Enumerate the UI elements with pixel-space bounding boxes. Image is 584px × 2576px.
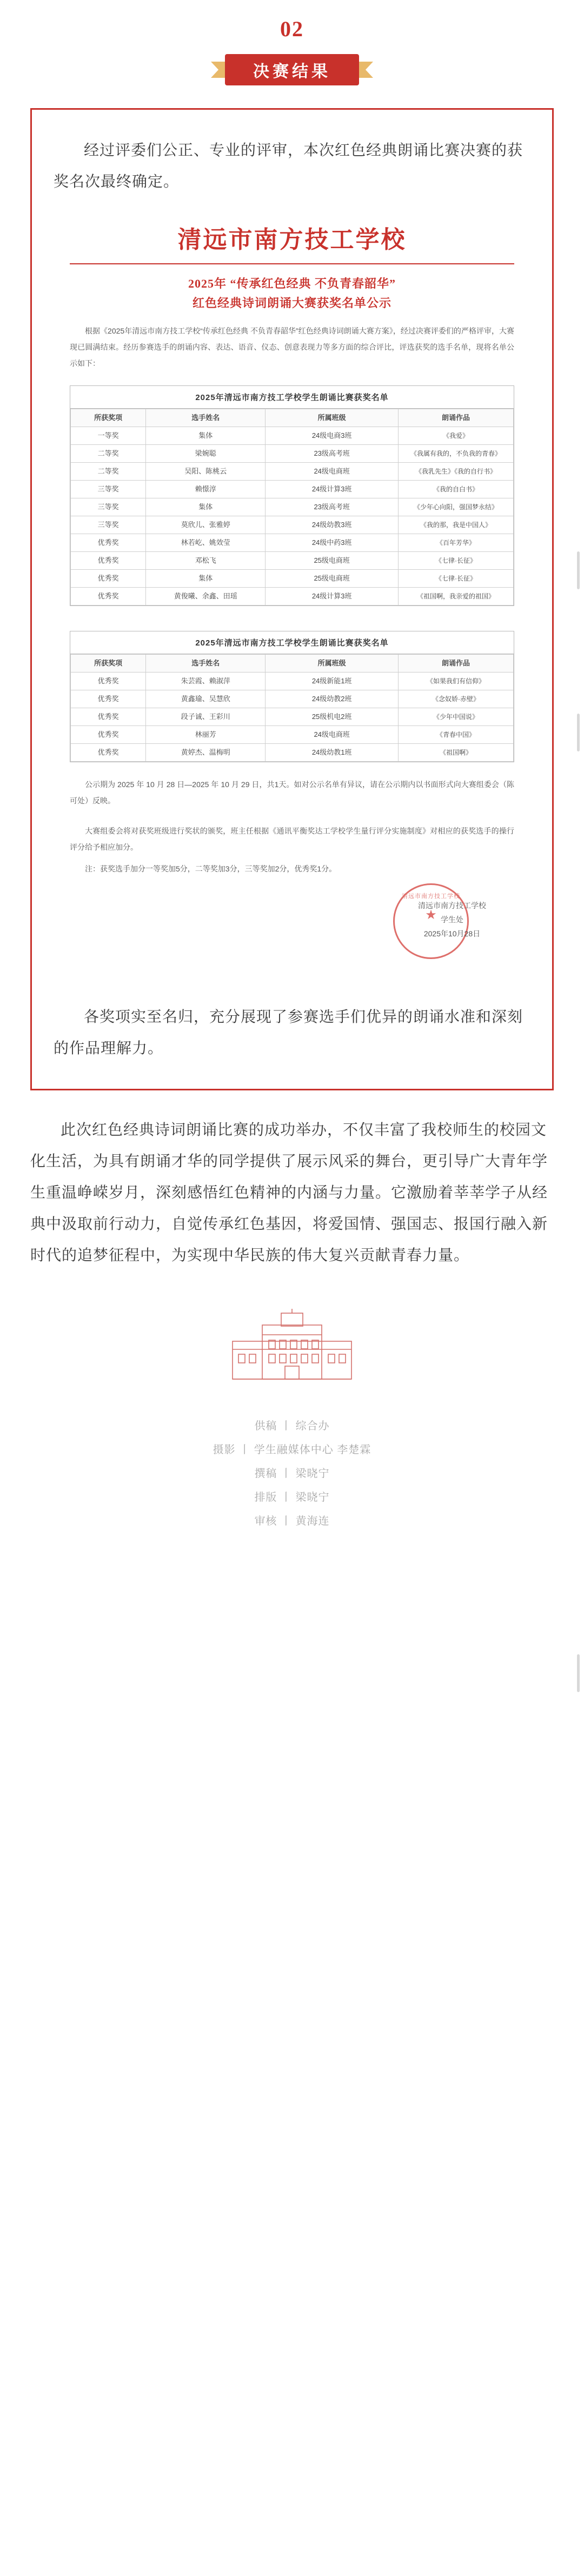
student-name-cell: 集体	[146, 498, 266, 516]
credit-value: 黄海连	[295, 1515, 330, 1527]
section-number-ornament	[0, 0, 584, 44]
credit-line	[0, 1438, 584, 1462]
class-cell: 24级新能1班	[266, 673, 399, 690]
intro-paragraph: 经过评委们公正、专业的评审，本次红色经典朗诵比赛决赛的获奖名次最终确定。	[54, 142, 523, 190]
work-cell: 《念奴娇·赤壁》	[399, 690, 514, 708]
table-header-row	[71, 655, 514, 673]
table-row	[71, 673, 514, 690]
table2-header-cell: 所获奖项	[71, 655, 146, 673]
card-closing-paragraph: 各奖项实至名归，充分展现了参赛选手们优异的朗诵水准和深刻的作品理解力。	[54, 1008, 523, 1056]
work-cell: 《祖国啊》	[399, 744, 514, 762]
table-row	[71, 708, 514, 726]
credit-line	[0, 1414, 584, 1438]
credit-label: 供稿	[254, 1420, 277, 1432]
notice-footer-note: 注：获奖选手加分一等奖加5分，二等奖加3分，三等奖加2分，优秀奖1分。	[85, 864, 337, 873]
class-cell: 24级幼教2班	[266, 690, 399, 708]
banner-title-text: 决赛结果	[253, 63, 331, 81]
work-cell: 《我爱》	[399, 427, 514, 445]
seal-dept-line: 学生处	[441, 915, 463, 924]
table-header-row	[71, 409, 514, 427]
credit-value: 综合办	[295, 1420, 330, 1432]
award-level-cell: 优秀奖	[71, 726, 146, 744]
student-name-cell: 莫欣儿、张雅婷	[146, 516, 266, 534]
credit-value: 梁晓宁	[295, 1492, 330, 1503]
student-name-cell: 邓松飞	[146, 552, 266, 570]
work-cell: 《七律·长征》	[399, 552, 514, 570]
class-cell: 24级幼教3班	[266, 516, 399, 534]
student-name-cell: 集体	[146, 427, 266, 445]
award-level-cell: 优秀奖	[71, 534, 146, 552]
student-name-cell: 黄婷杰、温梅明	[146, 744, 266, 762]
class-cell: 24级计算3班	[266, 481, 399, 498]
table-row	[71, 427, 514, 445]
table-row	[71, 481, 514, 498]
official-notice	[54, 219, 530, 972]
table2-header-cell: 选手姓名	[146, 655, 266, 673]
section-number: 02	[280, 17, 304, 41]
table1-header-cell: 选手姓名	[146, 409, 266, 427]
class-cell: 25级电商班	[266, 570, 399, 588]
work-cell: 《如果我们有信仰》	[399, 673, 514, 690]
class-cell: 24级中药3班	[266, 534, 399, 552]
notice-body-text: 根据《2025年清远市南方技工学校“传承红色经典 不负青春韶华”红色经典诗词朗诵大赛方案》，经过决赛评委们的严格评审，大赛现已圆满结束。经历参赛选手的朗诵内容、表达、语音、仪态、创意表现力等多方面的综合评比，评选获奖的选手名单，现将名单公示如下：	[70, 327, 514, 368]
credit-label: 摄影	[213, 1444, 236, 1456]
award-level-cell: 三等奖	[71, 516, 146, 534]
credit-sep: 丨	[281, 1468, 292, 1480]
building-icon	[224, 1309, 360, 1390]
work-cell: 《少年中国说》	[399, 708, 514, 726]
credit-sep: 丨	[281, 1420, 292, 1432]
student-name-cell: 赖憬淳	[146, 481, 266, 498]
work-cell: 《祖国啊，我亲爱的祖国》	[399, 588, 514, 605]
award-level-cell: 三等奖	[71, 498, 146, 516]
awards-table-1	[70, 385, 514, 606]
award-level-cell: 三等奖	[71, 481, 146, 498]
seal-date-line: 2025年10月28日	[423, 929, 481, 938]
work-cell: 《我乳先生》《我的自行书》	[399, 463, 514, 481]
credit-label: 审核	[254, 1515, 277, 1527]
seal-signature	[418, 898, 486, 941]
class-cell: 23级高考班	[266, 445, 399, 463]
student-name-cell: 朱芸霞、赖淑萍	[146, 673, 266, 690]
student-name-cell: 林若屹、姚效莹	[146, 534, 266, 552]
credit-label: 排版	[254, 1492, 277, 1503]
table-row	[71, 463, 514, 481]
table1-header-cell: 所属班级	[266, 409, 399, 427]
award-level-cell: 优秀奖	[71, 708, 146, 726]
seal-area	[70, 880, 514, 961]
awards-table-1-caption: 2025年清远市南方技工学校学生朗诵比赛获奖名单	[70, 386, 514, 409]
table-row	[71, 445, 514, 463]
result-card	[30, 108, 554, 1090]
table2-header-cell: 所属班级	[266, 655, 399, 673]
work-cell: 《我的那，我是中国人》	[399, 516, 514, 534]
notice-divider	[70, 263, 514, 264]
work-cell: 《青春中国》	[399, 726, 514, 744]
class-cell: 24级电商3班	[266, 427, 399, 445]
award-level-cell: 优秀奖	[71, 690, 146, 708]
class-cell: 23级高考班	[266, 498, 399, 516]
credit-label: 撰稿	[254, 1468, 277, 1480]
work-cell: 《七律·长征》	[399, 570, 514, 588]
student-name-cell: 段子诚、王彩川	[146, 708, 266, 726]
table-row	[71, 570, 514, 588]
seal-org-line: 清远市南方技工学校	[418, 901, 486, 910]
credit-value: 学生融媒体中心 李楚霖	[254, 1444, 371, 1456]
student-name-cell: 黄俊曦、余鑫、田瑶	[146, 588, 266, 605]
work-cell: 《百年芳华》	[399, 534, 514, 552]
award-level-cell: 优秀奖	[71, 588, 146, 605]
table-row	[71, 726, 514, 744]
award-level-cell: 优秀奖	[71, 744, 146, 762]
award-level-cell: 一等奖	[71, 427, 146, 445]
table2-header-cell: 朗诵作品	[399, 655, 514, 673]
table-row	[71, 498, 514, 516]
credit-sep: 丨	[239, 1444, 251, 1456]
section-title-banner	[211, 50, 373, 90]
credits-block	[0, 1414, 584, 1533]
class-cell: 24级电商班	[266, 726, 399, 744]
table-row	[71, 690, 514, 708]
seal-star-icon: ★	[425, 908, 437, 922]
award-level-cell: 优秀奖	[71, 570, 146, 588]
class-cell: 25级电商班	[266, 552, 399, 570]
credit-line	[0, 1462, 584, 1486]
award-level-cell: 二等奖	[71, 445, 146, 463]
award-level-cell: 二等奖	[71, 463, 146, 481]
notice-footer-paragraph-2: 大赛组委会将对获奖班级进行奖状的颁奖，班主任根据《通讯平衡奖达工学校学生量行评分实施制度》对相应的获奖选手的操行评分给予相应加分。	[70, 827, 514, 851]
class-cell: 24级计算3班	[266, 588, 399, 605]
award-level-cell: 优秀奖	[71, 673, 146, 690]
scroll-indicator[interactable]	[577, 551, 580, 589]
scroll-indicator[interactable]	[577, 714, 580, 751]
table-row	[71, 588, 514, 605]
notice-footer-paragraph-1: 公示期为 2025 年 10 月 28 日—2025 年 10 月 29 日，共1天。如对公示名单有异议，请在公示期内以书面形式向大赛组委会（陈可处）反映。	[70, 780, 514, 805]
student-name-cell: 黄鑫瑜、吴慧欣	[146, 690, 266, 708]
scroll-indicator[interactable]	[577, 1654, 580, 1692]
credit-sep: 丨	[281, 1515, 292, 1527]
work-cell: 《少年心向阳，强国梦永结》	[399, 498, 514, 516]
student-name-cell: 集体	[146, 570, 266, 588]
banner-body	[225, 54, 359, 85]
seal-top-text: 清远市南方技工学校	[402, 893, 460, 900]
notice-title-line2: 红色经典诗词朗诵大赛获奖名单公示	[192, 296, 391, 310]
class-cell: 25级机电2班	[266, 708, 399, 726]
awards-table-2	[70, 631, 514, 762]
notice-school-name: 清远市南方技工学校	[177, 227, 407, 253]
closing-paragraph: 此次红色经典诗词朗诵比赛的成功举办，不仅丰富了我校师生的校园文化生活，为具有朗诵才华的同学提供了展示风采的舞台，更引导广大青年学生重温峥嵘岁月，深刻感悟红色精神的内涵与力量。它激励着莘莘学子从经典中汲取前行动力，自觉传承红色基因，将爱国情、强国志、报国行融入新时代的追梦征程中，为实现中华民族的伟大复兴贡献青春力量。	[30, 1121, 548, 1263]
table-row	[71, 516, 514, 534]
class-cell: 24级电商班	[266, 463, 399, 481]
work-cell: 《我属有我的，不负我的青春》	[399, 445, 514, 463]
table-row	[71, 552, 514, 570]
student-name-cell: 林丽芳	[146, 726, 266, 744]
credit-line	[0, 1509, 584, 1533]
notice-title-line1: 2025年 “传承红色经典 不负青春韶华”	[188, 277, 396, 290]
table-row	[71, 744, 514, 762]
credit-value: 梁晓宁	[295, 1468, 330, 1480]
work-cell: 《我的自白书》	[399, 481, 514, 498]
school-building-illustration	[222, 1309, 362, 1393]
awards-table-2-caption: 2025年清远市南方技工学校学生朗诵比赛获奖名单	[70, 631, 514, 654]
student-name-cell: 梁婉聪	[146, 445, 266, 463]
class-cell: 24级幼教1班	[266, 744, 399, 762]
student-name-cell: 吴阳、陈桃云	[146, 463, 266, 481]
table-row	[71, 534, 514, 552]
credit-line	[0, 1486, 584, 1509]
table1-header-cell: 所获奖项	[71, 409, 146, 427]
credit-sep: 丨	[281, 1492, 292, 1503]
table1-header-cell: 朗诵作品	[399, 409, 514, 427]
award-level-cell: 优秀奖	[71, 552, 146, 570]
